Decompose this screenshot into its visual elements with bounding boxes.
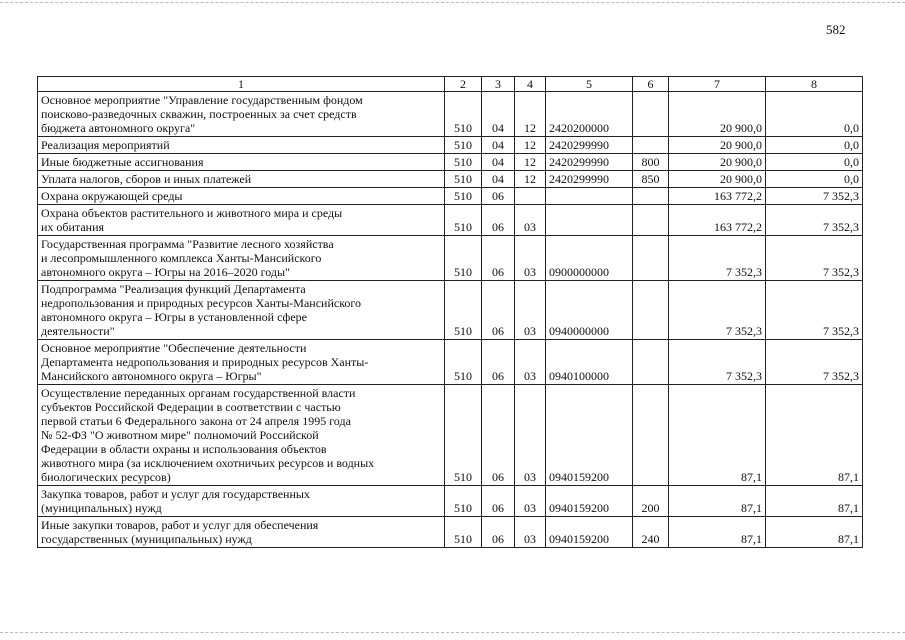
target-article-code: 0940159200 [546,385,633,486]
section-code: 06 [482,236,515,281]
item-name: Подпрограмма "Реализация функций Департамента недропользования и природных ресурсов Ханты-Мансийского автономного округа – Югры в установленной сфере деятельности" [38,281,445,340]
item-name: Иные бюджетные ассигнования [38,154,445,171]
table-row [38,188,863,205]
target-article-code: 0940100000 [546,340,633,385]
expense-type-code [633,92,669,137]
table-row [38,92,863,137]
header-cell: 8 [766,77,863,92]
amount-col8: 7 352,3 [766,281,863,340]
amount-col7: 87,1 [669,517,766,548]
amount-col7: 20 900,0 [669,171,766,188]
target-article-code: 0940159200 [546,517,633,548]
section-code: 04 [482,171,515,188]
amount-col7: 20 900,0 [669,137,766,154]
amount-col7: 7 352,3 [669,236,766,281]
page-number: 582 [826,22,846,37]
subsection-code: 03 [515,205,546,236]
amount-col7: 7 352,3 [669,340,766,385]
item-name: Закупка товаров, работ и услуг для государственных (муниципальных) нужд [38,486,445,517]
subsection-code: 03 [515,517,546,548]
section-code: 06 [482,205,515,236]
admin-code: 510 [445,340,482,385]
amount-col8: 87,1 [766,517,863,548]
expense-type-code: 240 [633,517,669,548]
amount-col7: 87,1 [669,385,766,486]
table-body [38,92,863,548]
target-article-code: 0940159200 [546,486,633,517]
section-code: 04 [482,92,515,137]
amount-col7: 87,1 [669,486,766,517]
admin-code: 510 [445,281,482,340]
amount-col8: 7 352,3 [766,340,863,385]
table-row [38,137,863,154]
table-row [38,236,863,281]
header-cell: 6 [633,77,669,92]
subsection-code: 03 [515,340,546,385]
header-cell: 1 [38,77,445,92]
item-name: Государственная программа "Развитие лесного хозяйства и лесопромышленного комплекса Ханты-Мансийского автономного округа – Югры на 2016–2020 годы" [38,236,445,281]
section-code: 06 [482,188,515,205]
amount-col8: 0,0 [766,154,863,171]
expense-type-code [633,188,669,205]
item-name: Реализация мероприятий [38,137,445,154]
table-row [38,385,863,486]
header-cell: 7 [669,77,766,92]
item-name: Охрана окружающей среды [38,188,445,205]
admin-code: 510 [445,205,482,236]
table-row [38,486,863,517]
item-name: Осуществление переданных органам государственной власти субъектов Российской Федерации в соответствии с частью первой статьи 6 Федерального закона от 24 апреля 1995 года № 52-ФЗ "О животном мире" полномочий Российской Федерации в области охраны и использования объектов животного мира (за исключением охотничьих ресурсов и водных биологических ресурсов) [38,385,445,486]
admin-code: 510 [445,385,482,486]
amount-col8: 7 352,3 [766,188,863,205]
item-name: Уплата налогов, сборов и иных платежей [38,171,445,188]
expense-type-code: 800 [633,154,669,171]
expense-type-code [633,236,669,281]
subsection-code: 12 [515,137,546,154]
admin-code: 510 [445,137,482,154]
admin-code: 510 [445,188,482,205]
subsection-code: 12 [515,171,546,188]
scan-edge-top [0,2,905,4]
admin-code: 510 [445,236,482,281]
table-row [38,171,863,188]
table-row [38,281,863,340]
subsection-code: 03 [515,385,546,486]
subsection-code: 03 [515,236,546,281]
expense-type-code: 200 [633,486,669,517]
amount-col7: 163 772,2 [669,188,766,205]
amount-col8: 7 352,3 [766,236,863,281]
target-article-code [546,188,633,205]
target-article-code: 0900000000 [546,236,633,281]
amount-col7: 163 772,2 [669,205,766,236]
table-row [38,154,863,171]
amount-col8: 7 352,3 [766,205,863,236]
target-article-code: 2420299990 [546,171,633,188]
subsection-code [515,188,546,205]
amount-col8: 87,1 [766,385,863,486]
admin-code: 510 [445,171,482,188]
target-article-code: 2420299990 [546,137,633,154]
target-article-code [546,205,633,236]
subsection-code: 12 [515,92,546,137]
section-code: 04 [482,154,515,171]
section-code: 04 [482,137,515,154]
item-name: Основное мероприятие "Обеспечение деятельности Департамента недропользования и природных ресурсов Ханты- Мансийского автономного округа – Югры" [38,340,445,385]
table-header-row [38,77,863,92]
target-article-code: 0940000000 [546,281,633,340]
expense-type-code [633,137,669,154]
expense-type-code [633,340,669,385]
amount-col7: 20 900,0 [669,154,766,171]
header-cell: 5 [546,77,633,92]
header-cell: 3 [482,77,515,92]
section-code: 06 [482,486,515,517]
target-article-code: 2420299990 [546,154,633,171]
table-row [38,340,863,385]
amount-col8: 0,0 [766,92,863,137]
header-cell: 2 [445,77,482,92]
expense-type-code [633,385,669,486]
section-code: 06 [482,340,515,385]
header-cell: 4 [515,77,546,92]
section-code: 06 [482,281,515,340]
admin-code: 510 [445,517,482,548]
budget-table [37,76,863,548]
section-code: 06 [482,385,515,486]
item-name: Охрана объектов растительного и животного мира и среды их обитания [38,205,445,236]
item-name: Основное мероприятие "Управление государственным фондом поисково-разведочных скважин, построенных за счет средств бюджета автономного округа" [38,92,445,137]
subsection-code: 03 [515,486,546,517]
admin-code: 510 [445,154,482,171]
subsection-code: 03 [515,281,546,340]
table-row [38,517,863,548]
amount-col8: 0,0 [766,137,863,154]
section-code: 06 [482,517,515,548]
amount-col8: 87,1 [766,486,863,517]
expense-type-code [633,281,669,340]
amount-col7: 20 900,0 [669,92,766,137]
subsection-code: 12 [515,154,546,171]
expense-type-code [633,205,669,236]
amount-col7: 7 352,3 [669,281,766,340]
table-row [38,205,863,236]
admin-code: 510 [445,486,482,517]
amount-col8: 0,0 [766,171,863,188]
item-name: Иные закупки товаров, работ и услуг для обеспечения государственных (муниципальных) нужд [38,517,445,548]
target-article-code: 2420200000 [546,92,633,137]
admin-code: 510 [445,92,482,137]
scan-edge-bottom [0,632,905,634]
expense-type-code: 850 [633,171,669,188]
